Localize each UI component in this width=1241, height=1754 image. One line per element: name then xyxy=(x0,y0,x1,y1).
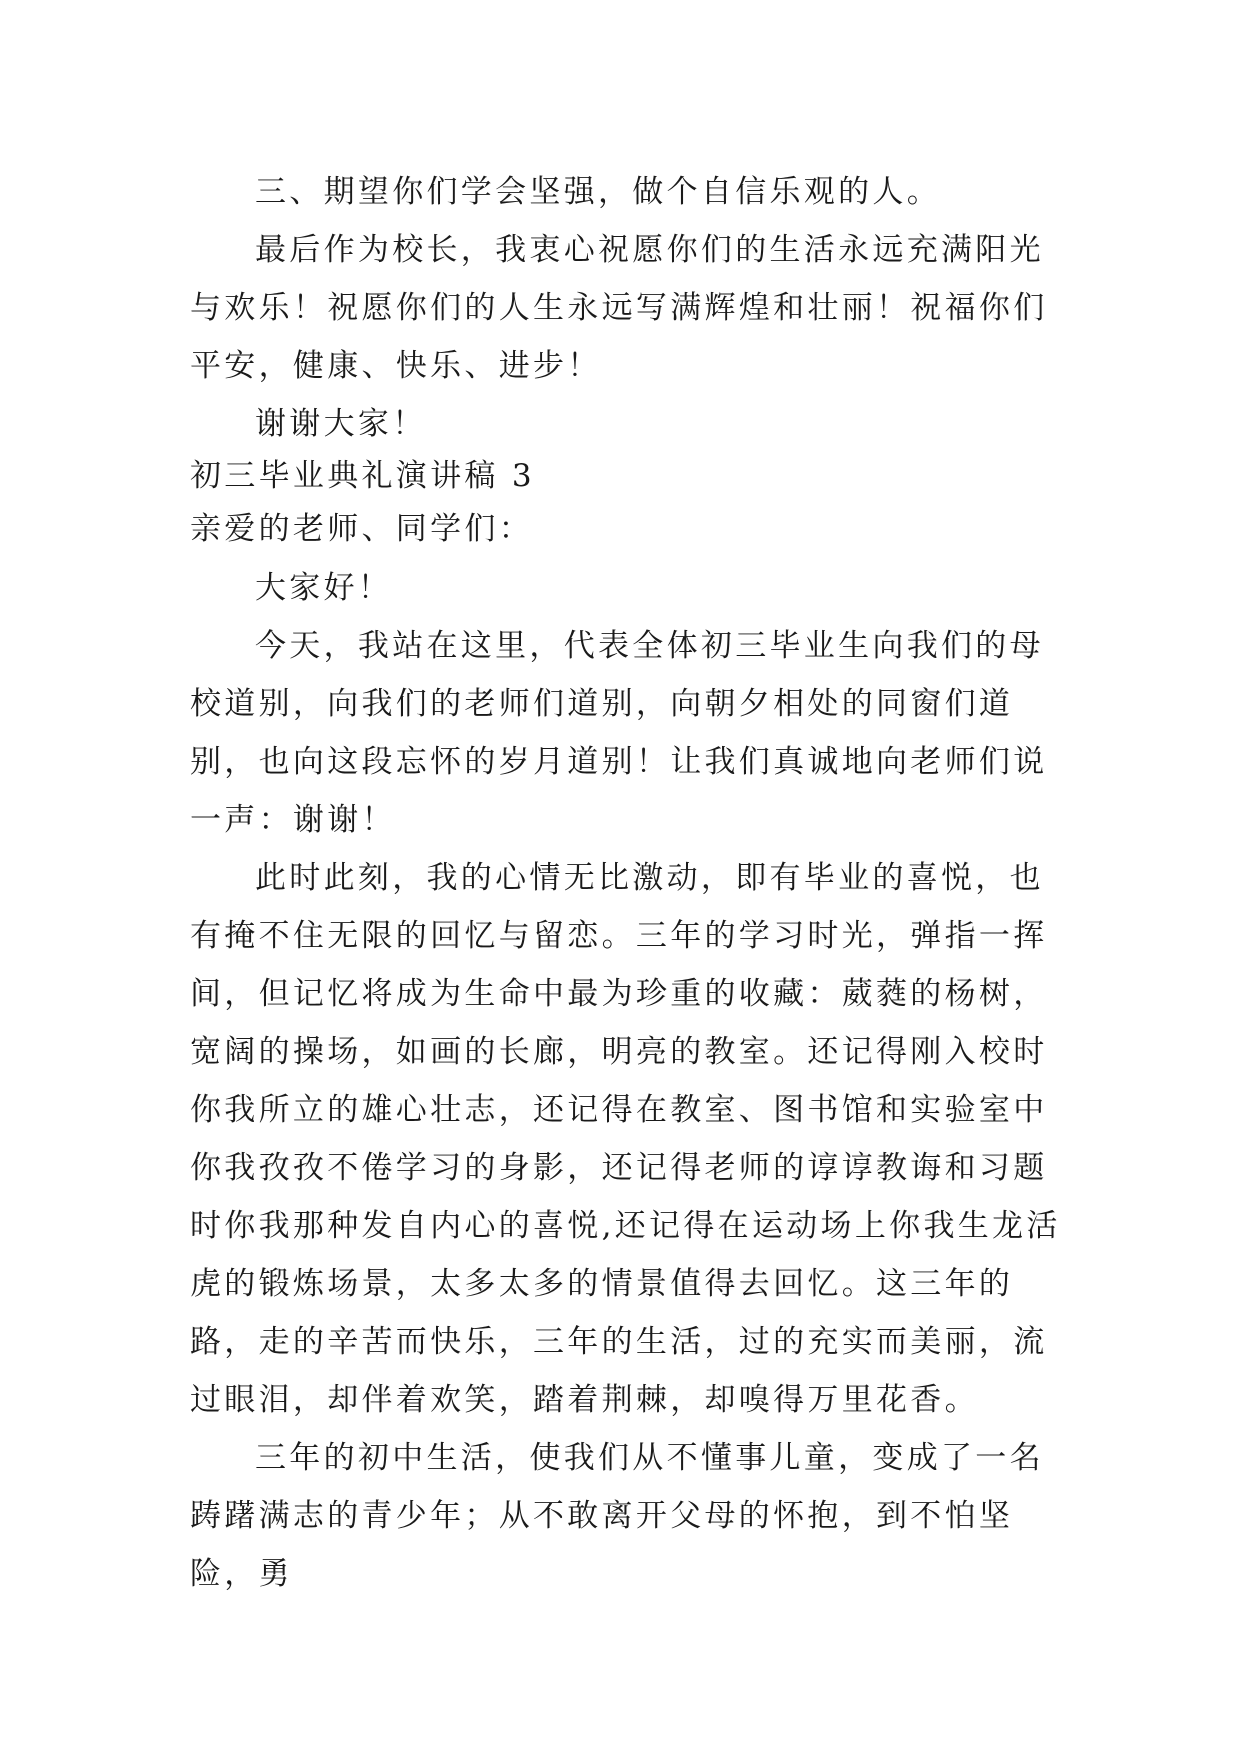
salutation: 亲爱的老师、同学们： xyxy=(190,511,533,547)
paragraph: 此时此刻，我的心情无比激动，即有毕业的喜悦，也有掩不住无限的回忆与留恋。三年的学习时光，弹指一挥间，但记忆将成为生命中最为珍重的收藏：葳蕤的杨树，宽阔的操场，如画的长廊，明亮的教室。还记得刚入校时你我所立的雄心壮志，还记得在教室、图书馆和实验室中你我孜孜不倦学习的身影，还记得老师的谆谆教诲和习题时你我那种发自内心的喜悦,还记得在运动场上你我生龙活虎的锻炼场景，太多太多的情景值得去回忆。这三年的路，走的辛苦而快乐，三年的生活，过的充实而美丽，流过眼泪，却伴着欢笑，踏着荆棘，却嗅得万里花香。 xyxy=(190,860,1061,1418)
paragraph: 三年的初中生活，使我们从不懂事儿童，变成了一名踌躇满志的青少年；从不敢离开父母的怀抱，到不怕坚险，勇 xyxy=(190,1440,1044,1592)
paragraph: 大家好！ xyxy=(255,570,393,606)
section-title: 初三毕业典礼演讲稿 3 xyxy=(190,458,535,494)
paragraph: 谢谢大家！ xyxy=(255,406,427,442)
document-text xyxy=(190,163,1065,1603)
paragraph: 三、期望你们学会坚强，做个自信乐观的人。 xyxy=(255,174,941,210)
paragraph: 今天，我站在这里，代表全体初三毕业生向我们的母校道别，向我们的老师们道别，向朝夕相处的同窗们道别，也向这段忘怀的岁月道别！让我们真诚地向老师们说一声：谢谢！ xyxy=(190,628,1048,838)
paragraph: 最后作为校长，我衷心祝愿你们的生活永远充满阳光与欢乐！祝愿你们的人生永远写满辉煌和壮丽！祝福你们平安，健康、快乐、进步！ xyxy=(190,232,1048,384)
